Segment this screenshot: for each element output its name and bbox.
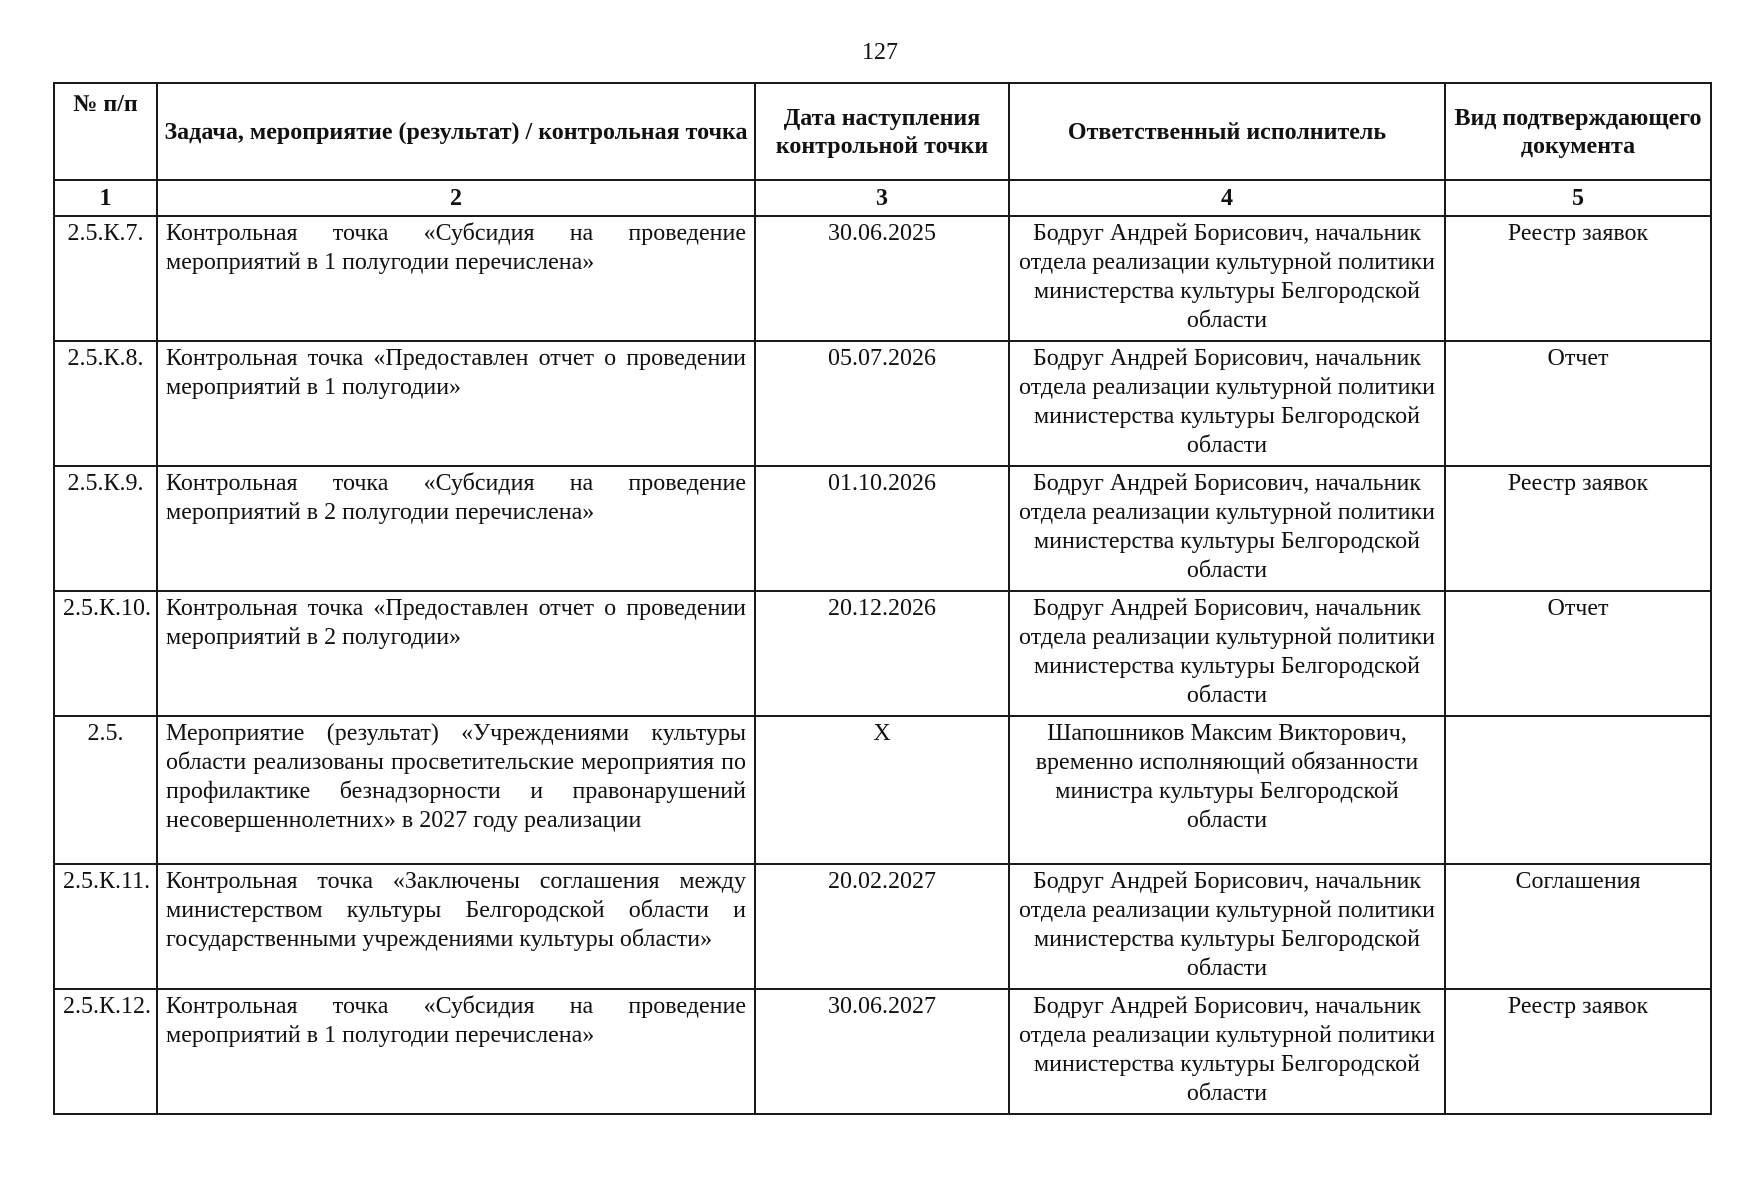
row-date: 20.12.2026	[755, 591, 1009, 716]
table-row	[54, 216, 1711, 341]
table-row	[54, 716, 1711, 864]
row-date: 20.02.2027	[755, 864, 1009, 989]
row-task: Мероприятие (результат) «Учреждениями культуры области реализованы просветительские мероприятия по профилактике безнадзорности и правонарушений несовершеннолетних» в 2027 году реализации	[157, 716, 755, 864]
row-executor: Бодруг Андрей Борисович, начальник отдела реализации культурной политики министерства культуры Белгородской области	[1009, 216, 1445, 341]
column-number: 4	[1009, 180, 1445, 216]
header-executor: Ответственный исполнитель	[1009, 83, 1445, 180]
control-points-table	[53, 82, 1712, 1115]
row-date: 30.06.2027	[755, 989, 1009, 1114]
page-number: 127	[862, 39, 898, 65]
row-date: 01.10.2026	[755, 466, 1009, 591]
row-executor: Бодруг Андрей Борисович, начальник отдела реализации культурной политики министерства культуры Белгородской области	[1009, 591, 1445, 716]
row-document-type	[1445, 716, 1711, 864]
row-number: 2.5.	[54, 716, 157, 864]
row-document-type: Реестр заявок	[1445, 216, 1711, 341]
row-executor: Бодруг Андрей Борисович, начальник отдела реализации культурной политики министерства культуры Белгородской области	[1009, 466, 1445, 591]
table-row	[54, 341, 1711, 466]
row-number: 2.5.К.12.	[54, 989, 157, 1114]
row-date: Х	[755, 716, 1009, 864]
row-document-type: Реестр заявок	[1445, 466, 1711, 591]
column-number: 1	[54, 180, 157, 216]
row-number: 2.5.К.7.	[54, 216, 157, 341]
row-date: 05.07.2026	[755, 341, 1009, 466]
row-document-type: Отчет	[1445, 341, 1711, 466]
header-task: Задача, мероприятие (результат) / контрольная точка	[157, 83, 755, 180]
column-number: 3	[755, 180, 1009, 216]
row-number: 2.5.К.11.	[54, 864, 157, 989]
table-row	[54, 864, 1711, 989]
row-document-type: Соглашения	[1445, 864, 1711, 989]
row-task: Контрольная точка «Субсидия на проведение мероприятий в 1 полугодии перечислена»	[157, 989, 755, 1114]
row-number: 2.5.К.9.	[54, 466, 157, 591]
row-executor: Бодруг Андрей Борисович, начальник отдела реализации культурной политики министерства культуры Белгородской области	[1009, 341, 1445, 466]
row-executor: Бодруг Андрей Борисович, начальник отдела реализации культурной политики министерства культуры Белгородской области	[1009, 989, 1445, 1114]
table-row	[54, 591, 1711, 716]
row-executor: Бодруг Андрей Борисович, начальник отдела реализации культурной политики министерства культуры Белгородской области	[1009, 864, 1445, 989]
row-number: 2.5.К.8.	[54, 341, 157, 466]
column-number: 5	[1445, 180, 1711, 216]
header-date: Дата наступления контрольной точки	[755, 83, 1009, 180]
row-task: Контрольная точка «Субсидия на проведение мероприятий в 1 полугодии перечислена»	[157, 216, 755, 341]
row-task: Контрольная точка «Субсидия на проведение мероприятий в 2 полугодии перечислена»	[157, 466, 755, 591]
column-number-row	[54, 180, 1711, 216]
row-task: Контрольная точка «Заключены соглашения между министерством культуры Белгородской области и государственными учреждениями культуры области»	[157, 864, 755, 989]
table-header-row	[54, 83, 1711, 180]
row-number: 2.5.К.10.	[54, 591, 157, 716]
header-document-type: Вид подтверждающего документа	[1445, 83, 1711, 180]
column-number: 2	[157, 180, 755, 216]
row-document-type: Реестр заявок	[1445, 989, 1711, 1114]
header-number: № п/п	[54, 83, 157, 180]
row-task: Контрольная точка «Предоставлен отчет о проведении мероприятий в 2 полугодии»	[157, 591, 755, 716]
row-document-type: Отчет	[1445, 591, 1711, 716]
row-task: Контрольная точка «Предоставлен отчет о проведении мероприятий в 1 полугодии»	[157, 341, 755, 466]
row-date: 30.06.2025	[755, 216, 1009, 341]
table-row	[54, 989, 1711, 1114]
table-row	[54, 466, 1711, 591]
row-executor: Шапошников Максим Викторович, временно исполняющий обязанности министра культуры Белгородской области	[1009, 716, 1445, 864]
